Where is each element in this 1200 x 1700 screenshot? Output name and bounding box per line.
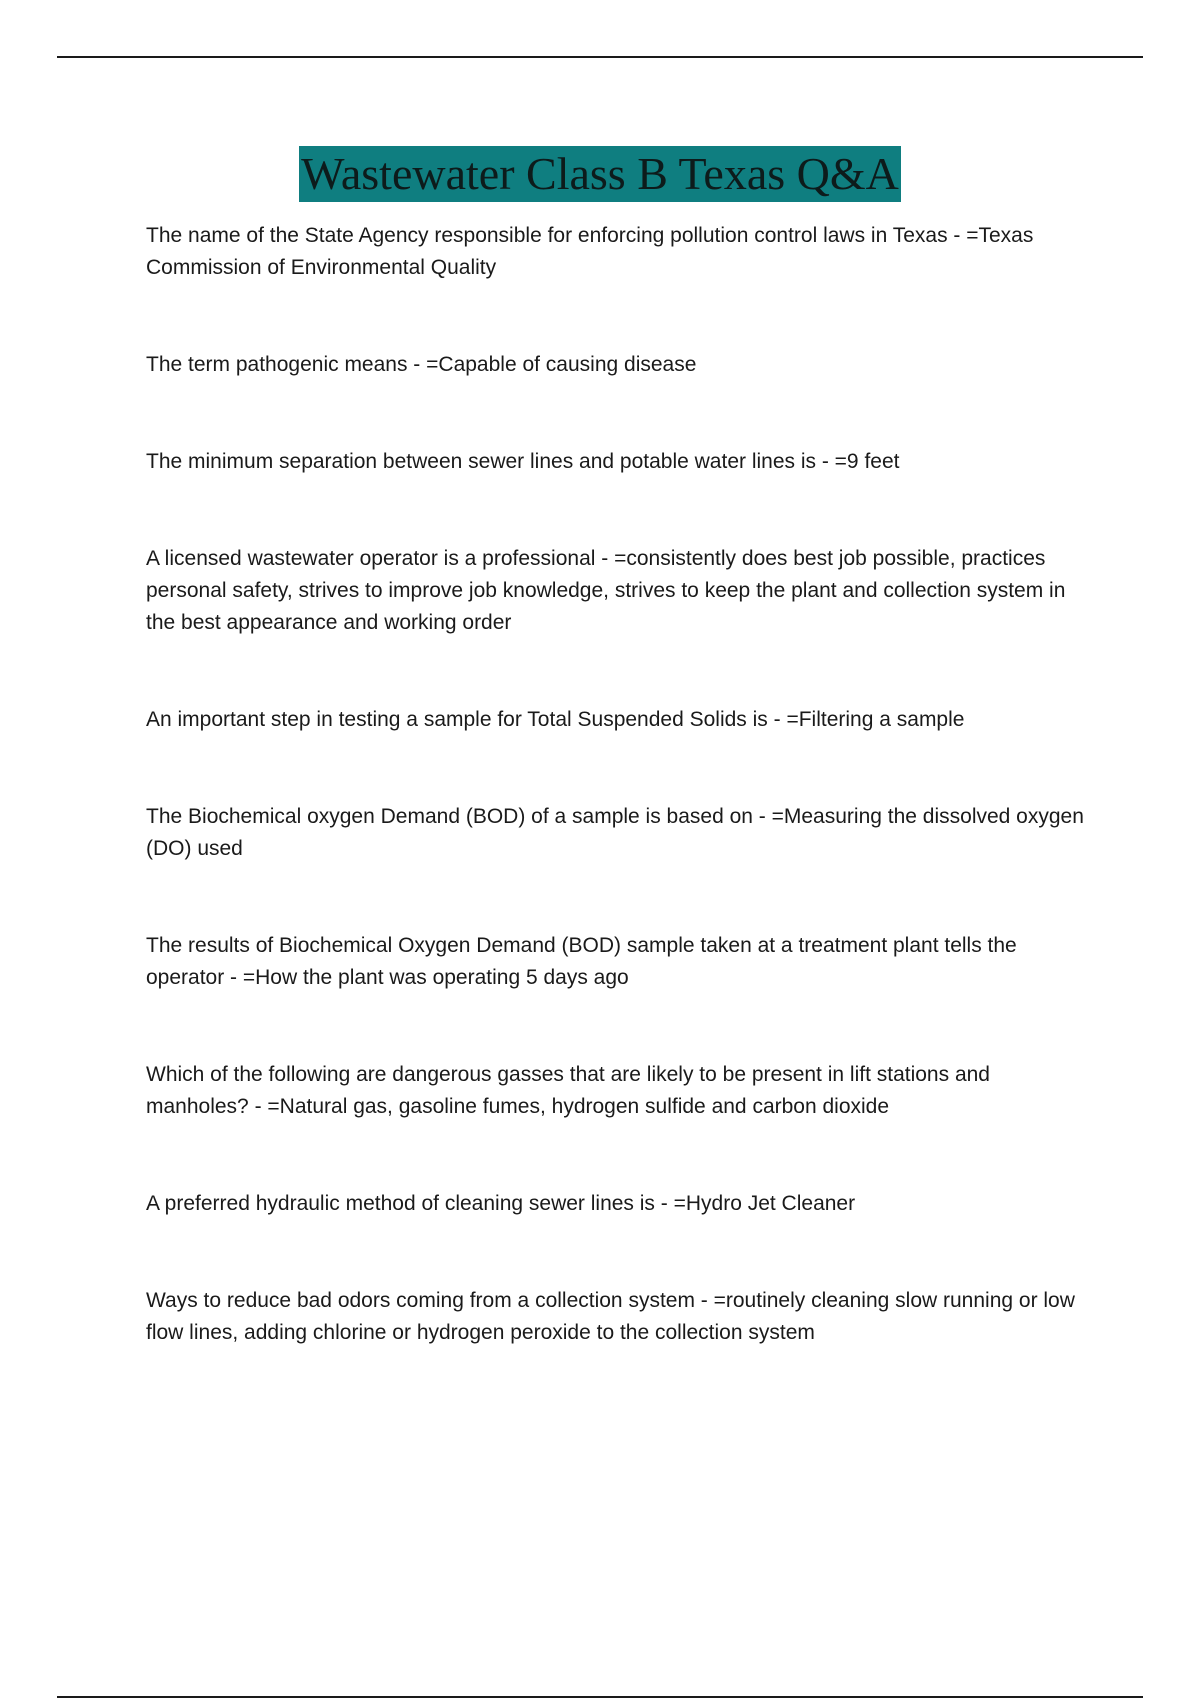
qa-item: The results of Biochemical Oxygen Demand (BOD) sample taken at a treatment plant tells the operator - =How the plant was operating 5 days ago xyxy=(146,934,1017,989)
qa-item: A licensed wastewater operator is a professional - =consistently does best job possible, practices personal safety, strives to improve job knowledge, strives to keep the plant and collection system in the best appearance and working order xyxy=(146,547,1066,634)
header-rule xyxy=(57,56,1143,58)
qa-list xyxy=(146,220,1086,1349)
document-title: Wastewater Class B Texas Q&A xyxy=(299,146,901,202)
qa-item: The minimum separation between sewer lines and potable water lines is - =9 feet xyxy=(146,450,900,473)
qa-item: Which of the following are dangerous gasses that are likely to be present in lift stations and manholes? - =Natural gas, gasoline fumes, hydrogen sulfide and carbon dioxide xyxy=(146,1063,990,1118)
qa-item: Ways to reduce bad odors coming from a collection system - =routinely cleaning slow running or low flow lines, adding chlorine or hydrogen peroxide to the collection system xyxy=(146,1289,1075,1344)
qa-item: The Biochemical oxygen Demand (BOD) of a sample is based on - =Measuring the dissolved oxygen (DO) used xyxy=(146,805,1084,860)
qa-item: The term pathogenic means - =Capable of causing disease xyxy=(146,353,697,376)
footer-rule xyxy=(57,1696,1143,1698)
qa-item: A preferred hydraulic method of cleaning sewer lines is - =Hydro Jet Cleaner xyxy=(146,1192,856,1215)
title-block xyxy=(0,146,1200,202)
qa-item: An important step in testing a sample for Total Suspended Solids is - =Filtering a sample xyxy=(146,708,965,731)
qa-item: The name of the State Agency responsible for enforcing pollution control laws in Texas - =Texas Commission of Environmental Quality xyxy=(146,224,1034,279)
